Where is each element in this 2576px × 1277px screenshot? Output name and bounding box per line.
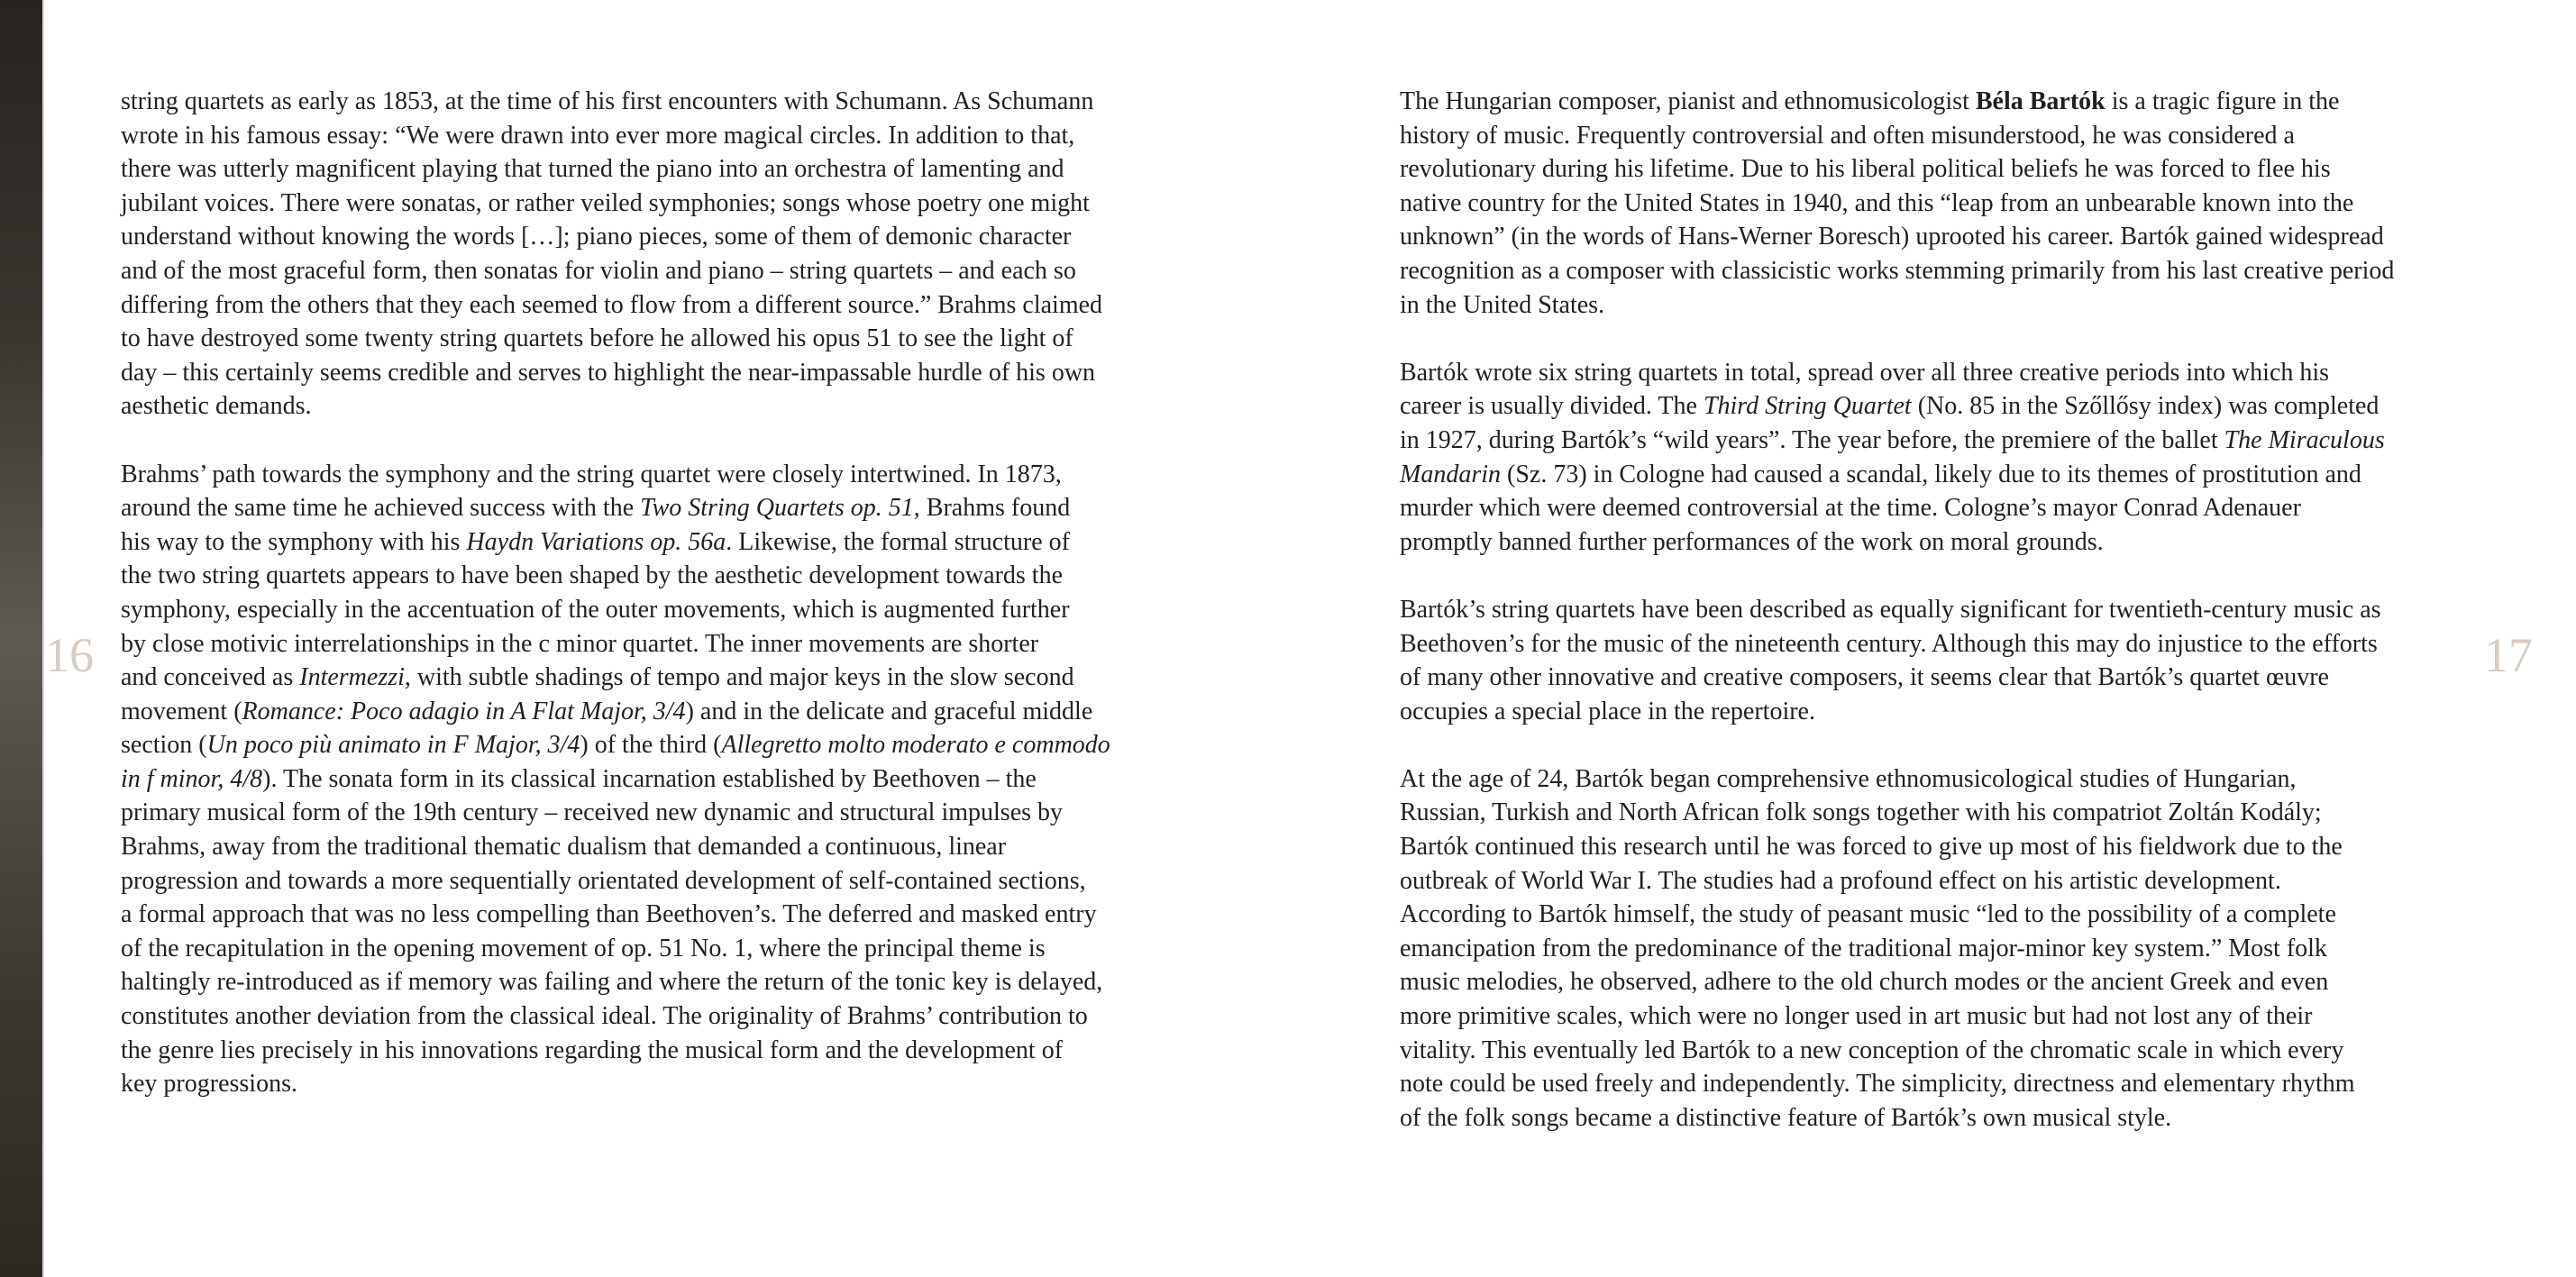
text-line: [121, 864, 1193, 898]
text-line: [121, 830, 1193, 864]
italic-title: Allegretto molto moderato e commodo: [721, 731, 1110, 760]
text-run: more primitive scales, which were no longer used in art music but had not lost any of their: [1400, 1002, 2313, 1031]
text-line: [121, 525, 1193, 560]
text-run: day – this certainly seems credible and serves to highlight the near-impassable hurdle of his own: [121, 358, 1096, 387]
text-line: [121, 389, 1193, 424]
text-run: the genre lies precisely in his innovations regarding the musical form and the development of: [121, 1035, 1064, 1064]
paragraph: [1400, 356, 2459, 560]
text-run: Bartók wrote six string quartets in total, spread over all three creative periods into which his: [1400, 358, 2330, 387]
text-run: progression and towards a more sequentially orientated development of self-contained sections,: [121, 866, 1086, 895]
text-run: career is usually divided. The: [1400, 392, 1704, 421]
text-line: [121, 932, 1193, 966]
book-spine-edge: [0, 0, 42, 1277]
text-line: [1400, 796, 2459, 830]
text-line: [121, 999, 1193, 1034]
italic-title: Haydn Variations op. 56a: [466, 527, 726, 556]
text-line: [121, 695, 1193, 729]
text-run: At the age of 24, Bartók began comprehensive ethnomusicological studies of Hungarian,: [1400, 764, 2297, 793]
text-line: [1400, 593, 2459, 627]
text-run: (Sz. 73) in Cologne had caused a scandal, likely due to its themes of prostitution and: [1501, 460, 2361, 488]
text-line: [121, 728, 1193, 762]
text-run: and of the most graceful form, then sonatas for violin and piano – string quartets – and each so: [121, 256, 1076, 285]
text-line: [1400, 458, 2459, 492]
text-run: in 1927, during Bartók’s “wild years”. The year before, the premiere of the ballet: [1400, 425, 2224, 454]
text-run: Russian, Turkish and North African folk songs together with his compatriot Zoltán Kodály;: [1400, 798, 2322, 827]
italic-title: Third String Quartet: [1703, 392, 1912, 421]
text-line: [1400, 220, 2459, 254]
text-run: ) and in the delicate and graceful middle: [685, 697, 1093, 725]
bold-name: Béla Bartók: [1975, 87, 2106, 115]
text-run: history of music. Frequently controversial and often misunderstood, he was considered a: [1400, 121, 2295, 150]
text-line: [121, 356, 1193, 390]
text-run: note could be used freely and independently. The simplicity, directness and elementary rhythm: [1400, 1070, 2355, 1099]
text-run: in the United States.: [1400, 290, 1605, 319]
text-run: and conceived as: [121, 663, 300, 692]
text-line: [1400, 695, 2459, 729]
text-run: understand without knowing the words […]; piano pieces, some of them of demonic character: [121, 223, 1072, 251]
text-line: [1400, 187, 2459, 221]
text-run: Brahms’ path towards the symphony and the string quartet were closely intertwined. In 1873,: [121, 460, 1062, 488]
italic-title: Two String Quartets op. 51: [640, 494, 914, 523]
paragraph: [121, 458, 1193, 1101]
text-run: unknown” (in the words of Hans-Werner Boresch) uprooted his career. Bartók gained widespread: [1400, 223, 2384, 251]
text-line: [1400, 898, 2459, 932]
text-run: the two string quartets appears to have been shaped by the aesthetic development towards the: [121, 561, 1063, 590]
text-run: his way to the symphony with his: [121, 527, 467, 556]
text-line: [1400, 85, 2459, 119]
text-line: [121, 661, 1193, 695]
paragraph: [1400, 85, 2459, 322]
left-page-text-column: [121, 85, 1193, 1135]
italic-title: in f minor, 4/8: [121, 764, 263, 793]
text-run: movement (: [121, 697, 242, 725]
text-run: ) of the third (: [580, 731, 722, 760]
text-run: constitutes another deviation from the classical ideal. The originality of Brahms’ contribution to: [121, 1002, 1088, 1031]
text-run: emancipation from the predominance of the traditional major-minor key system.” Most folk: [1400, 934, 2327, 962]
text-line: [121, 965, 1193, 999]
text-line: [1400, 424, 2459, 458]
text-run: haltingly re-introduced as if memory was failing and where the return of the tonic key is delayed,: [121, 968, 1103, 997]
text-run: . Likewise, the formal structure of: [726, 527, 1070, 556]
text-line: [121, 762, 1193, 797]
text-run: of many other innovative and creative composers, it seems clear that Bartók’s quartet œuvre: [1400, 663, 2329, 692]
text-line: [1400, 932, 2459, 966]
text-line: [121, 627, 1193, 661]
text-line: [1400, 152, 2459, 187]
text-line: [1400, 965, 2459, 999]
text-line: [1400, 1101, 2459, 1136]
paragraph: [1400, 593, 2459, 728]
text-run: , with subtle shadings of tempo and major keys in the slow second: [404, 663, 1074, 692]
text-line: [1400, 254, 2459, 288]
paragraph: [121, 85, 1193, 424]
text-line: [121, 898, 1193, 932]
text-run: occupies a special place in the repertoire.: [1400, 697, 1815, 725]
text-line: [121, 1067, 1193, 1101]
text-line: [121, 220, 1193, 254]
text-run: string quartets as early as 1853, at the time of his first encounters with Schumann. As Schumann: [121, 87, 1094, 115]
text-line: [1400, 356, 2459, 390]
text-run: key progressions.: [121, 1070, 297, 1099]
page-number-left: 16: [45, 628, 94, 682]
text-run: symphony, especially in the accentuation of the outer movements, which is augmented further: [121, 595, 1070, 624]
text-line: [1400, 389, 2459, 424]
text-run: differing from the others that they each seemed to flow from a different source.” Brahms claimed: [121, 290, 1103, 319]
text-line: [121, 85, 1193, 119]
text-run: primary musical form of the 19th century – received new dynamic and structural impulses by: [121, 798, 1064, 827]
text-run: a formal approach that was no less compelling than Beethoven’s. The deferred and masked entry: [121, 900, 1097, 929]
text-line: [121, 322, 1193, 356]
text-line: [1400, 1067, 2459, 1101]
italic-title: The Miraculous: [2224, 425, 2385, 454]
text-line: [1400, 627, 2459, 661]
text-line: [121, 254, 1193, 288]
text-run: of the recapitulation in the opening movement of op. 51 No. 1, where the principal theme is: [121, 934, 1046, 962]
text-line: [1400, 830, 2459, 864]
text-run: outbreak of World War I. The studies had a profound effect on his artistic development.: [1400, 866, 2281, 895]
text-line: [121, 288, 1193, 323]
text-run: Brahms, away from the traditional thematic dualism that demanded a continuous, linear: [121, 833, 1007, 862]
text-run: to have destroyed some twenty string quartets before he allowed his opus 51 to see the light of: [121, 324, 1073, 353]
paragraph: [1400, 762, 2459, 1136]
italic-title: Intermezzi: [299, 663, 405, 692]
text-line: [1400, 661, 2459, 695]
page-number-right: 17: [2484, 628, 2533, 682]
text-line: [1400, 491, 2459, 525]
text-line: [121, 458, 1193, 492]
text-line: [1400, 999, 2459, 1034]
spine-highlight: [42, 0, 44, 1277]
text-run: recognition as a composer with classicistic works stemming primarily from his last creative period: [1400, 256, 2395, 285]
text-line: [121, 593, 1193, 627]
right-page-text-column: [1400, 85, 2459, 1169]
text-line: [121, 559, 1193, 593]
text-run: Beethoven’s for the music of the nineteenth century. Although this may do injustice to the efforts: [1400, 629, 2378, 658]
text-run: ). The sonata form in its classical incarnation established by Beethoven – the: [262, 764, 1037, 793]
text-line: [121, 119, 1193, 153]
text-run: native country for the United States in 1940, and this “leap from an unbearable known into the: [1400, 188, 2354, 217]
text-run: around the same time he achieved success with the: [121, 494, 641, 523]
text-run: revolutionary during his lifetime. Due to his liberal political beliefs he was forced to flee his: [1400, 155, 2331, 184]
text-run: section (: [121, 731, 207, 760]
text-run: music melodies, he observed, adhere to the old church modes or the ancient Greek and even: [1400, 968, 2329, 997]
text-line: [121, 187, 1193, 221]
text-line: [121, 796, 1193, 830]
text-line: [1400, 119, 2459, 153]
text-run: jubilant voices. There were sonatas, or rather veiled symphonies; songs whose poetry one might: [121, 188, 1090, 217]
text-line: [121, 152, 1193, 187]
text-run: (No. 85 in the Szőllősy index) was completed: [1911, 392, 2380, 421]
text-line: [1400, 864, 2459, 898]
text-run: of the folk songs became a distinctive feature of Bartók’s own musical style.: [1400, 1103, 2172, 1132]
text-run: According to Bartók himself, the study of peasant music “led to the possibility of a complete: [1400, 900, 2336, 929]
text-run: wrote in his famous essay: “We were drawn into ever more magical circles. In addition to that,: [121, 121, 1075, 150]
text-line: [1400, 288, 2459, 323]
text-run: promptly banned further performances of the work on moral grounds.: [1400, 527, 2104, 556]
italic-title: Un poco più animato in F Major, 3/4: [206, 731, 580, 760]
text-line: [1400, 762, 2459, 797]
text-run: vitality. This eventually led Bartók to a new conception of the chromatic scale in which every: [1400, 1035, 2344, 1064]
italic-title: Mandarin: [1400, 460, 1501, 488]
text-line: [121, 1034, 1193, 1068]
text-run: The Hungarian composer, pianist and ethnomusicologist: [1400, 87, 1976, 115]
text-line: [121, 491, 1193, 525]
text-line: [1400, 525, 2459, 560]
text-run: , Brahms found: [913, 494, 1071, 523]
italic-title: Romance: Poco adagio in A Flat Major, 3/4: [242, 697, 686, 725]
text-run: there was utterly magnificent playing that turned the piano into an orchestra of lamenting and: [121, 155, 1064, 184]
text-run: by close motivic interrelationships in the c minor quartet. The inner movements are shorter: [121, 629, 1039, 658]
text-run: is a tragic figure in the: [2105, 87, 2340, 115]
text-run: murder which were deemed controversial at the time. Cologne’s mayor Conrad Adenauer: [1400, 494, 2301, 523]
text-line: [1400, 1034, 2459, 1068]
text-run: Bartók’s string quartets have been described as equally significant for twentieth-century music as: [1400, 595, 2381, 624]
text-run: Bartók continued this research until he was forced to give up most of his fieldwork due to the: [1400, 833, 2343, 862]
text-run: aesthetic demands.: [121, 392, 312, 421]
